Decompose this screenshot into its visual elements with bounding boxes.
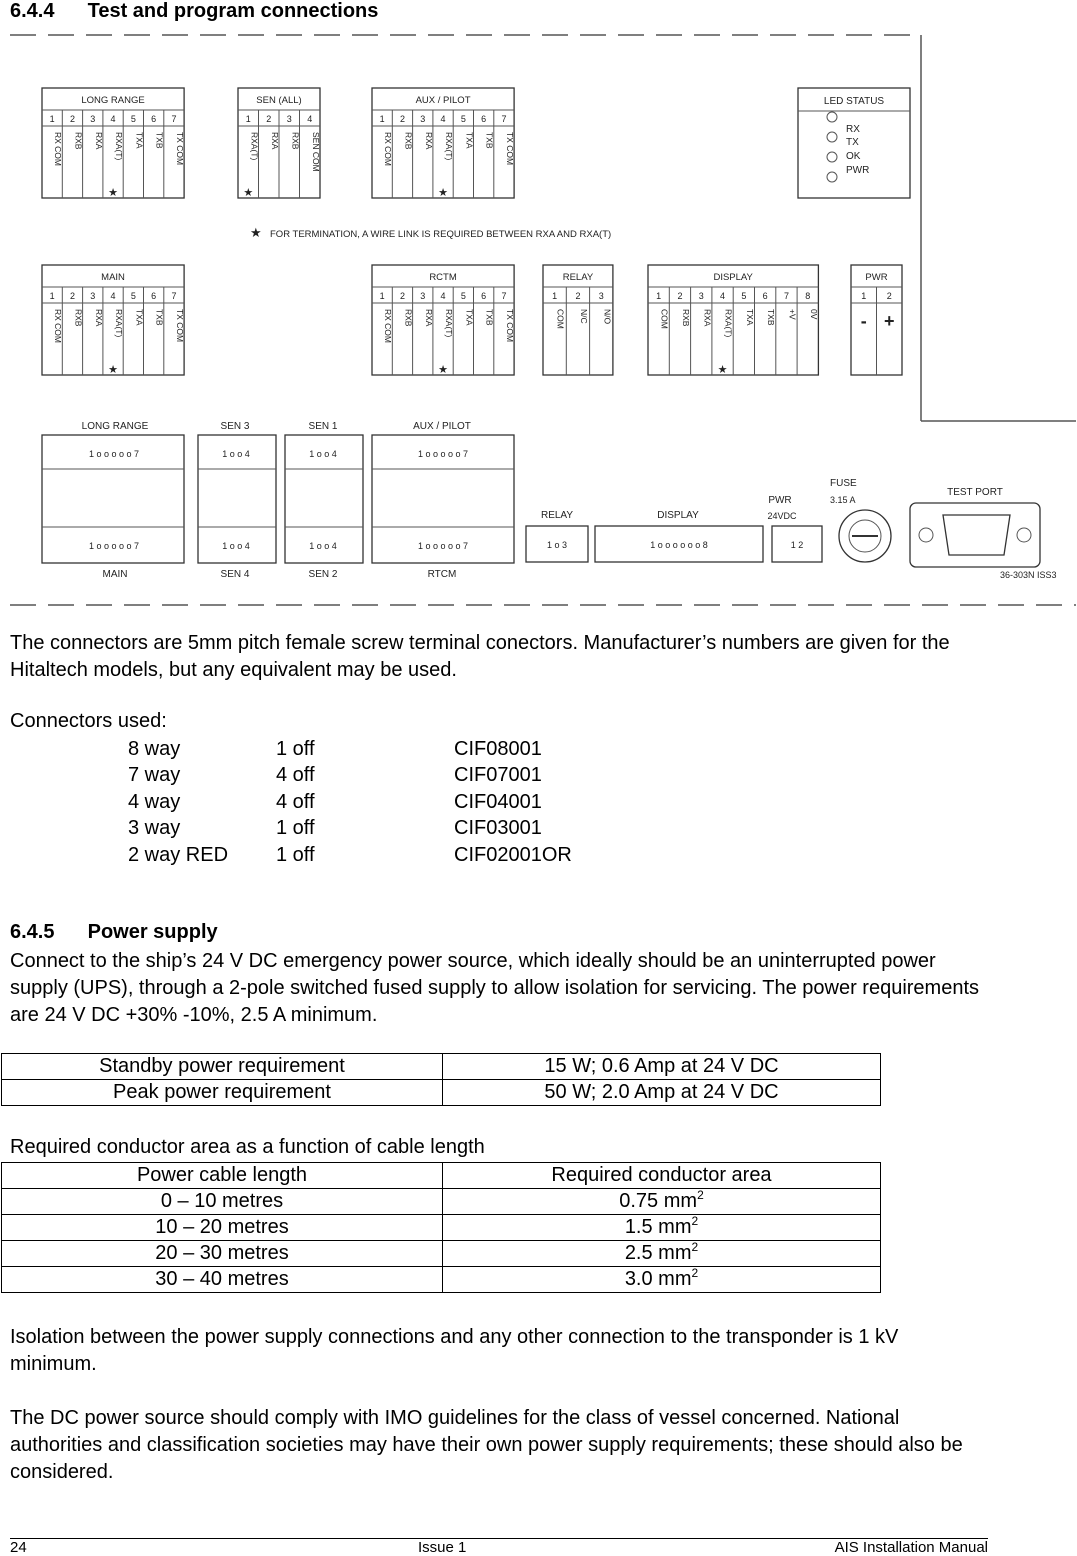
pin-row: 1 o o 4: [309, 449, 337, 459]
section-title: Test and program connections: [87, 0, 379, 22]
termination-star-icon: ★: [243, 187, 254, 199]
termination-star-icon: ★: [717, 364, 728, 376]
pin-number: 2: [69, 114, 75, 124]
pin-number: 6: [151, 114, 157, 124]
pin-label: RXA(T): [444, 309, 455, 338]
table-cell: [443, 1189, 881, 1215]
table-cell: [443, 1241, 881, 1267]
pin-label: RXA(T): [249, 132, 260, 161]
connector-qty: 4 off: [276, 764, 315, 786]
pin-number: 1: [245, 114, 251, 124]
test-port-label: TEST PORT: [947, 487, 1003, 498]
pin-label: TXB: [154, 309, 165, 326]
pin-label: N/O: [602, 309, 613, 325]
pin-row: 1 o o o o o 7: [417, 541, 469, 551]
connector-part: CIF07001: [454, 764, 542, 786]
pin-number: 1: [552, 291, 558, 301]
connector-part: CIF02001OR: [454, 844, 572, 866]
block-title: SEN (ALL): [256, 95, 302, 106]
pin-number: 1: [379, 114, 385, 124]
table-cell: Peak power requirement: [2, 1080, 443, 1106]
pin-number: 1: [379, 291, 385, 301]
fuse-rating: 3.15 A: [830, 495, 856, 505]
pin-number: 2: [886, 291, 892, 301]
block-title: LONG RANGE: [81, 95, 145, 106]
page-number: 24: [10, 1539, 27, 1556]
terminal-label-main: MAIN: [102, 569, 128, 580]
pin-number: 3: [90, 291, 96, 301]
led-status-title: LED STATUS: [823, 96, 885, 107]
pin-label: TXB: [484, 132, 495, 149]
pin-label: RXB: [73, 309, 84, 327]
section-title: Power supply: [87, 921, 218, 943]
pin-label: RXA(T): [723, 309, 734, 338]
pin-number: 4: [440, 291, 446, 301]
connector-type: 3 way: [128, 817, 181, 839]
table-row: [2, 1215, 881, 1241]
pin-number: 1: [49, 291, 55, 301]
led-indicator: [827, 112, 837, 122]
termination-star-icon: ★: [108, 187, 118, 199]
pin-label: COM: [555, 309, 566, 329]
drawing-number: 36-303N ISS3: [1000, 570, 1057, 580]
pin-row: 1 o o 4: [222, 449, 250, 459]
dc-source-paragraph: The DC power source should comply with IMO guidelines for the class of vessel concerned. National authorities and classification societies may have their own power supply requirements; these should also be considered.: [10, 1407, 963, 1483]
connector-part: CIF03001: [454, 817, 542, 839]
pin-number: 6: [762, 291, 768, 301]
pin-row: 1 o o o o o 7: [88, 449, 140, 459]
connector-qty: 1 off: [276, 817, 315, 839]
pin-row: 1 o o o o o 7: [88, 541, 140, 551]
connector-type: 8 way: [128, 738, 181, 760]
terminal-strips: [42, 421, 1057, 580]
table-row: [2, 1241, 881, 1267]
terminal-label-sen1: SEN 1: [308, 421, 338, 432]
terminal-label-aux: AUX / PILOT: [413, 421, 471, 432]
pin-number: 7: [171, 291, 177, 301]
pin-row: 1 2: [790, 540, 804, 550]
pin-label: TX COM: [174, 132, 185, 166]
terminal-label-pwr: PWR: [768, 495, 792, 506]
pin-label: +: [883, 311, 895, 331]
table-cell: 0 – 10 metres: [2, 1189, 443, 1215]
pin-label: RXB: [403, 309, 414, 327]
fuse-label: FUSE: [830, 478, 857, 489]
table-header-row: [2, 1163, 881, 1189]
pin-label: COM: [659, 309, 670, 329]
pin-label: SEN COM: [310, 132, 321, 172]
terminal-label-sen4: SEN 4: [220, 569, 250, 580]
superscript: 2: [691, 1240, 699, 1254]
pin-number: 8: [805, 291, 811, 301]
terminal-label-sen3: SEN 3: [220, 421, 250, 432]
superscript: 2: [691, 1214, 699, 1228]
table-cell: 15 W; 0.6 Amp at 24 V DC: [443, 1054, 881, 1080]
table-cell: 10 – 20 metres: [2, 1215, 443, 1241]
led-label-rx: RX: [846, 124, 860, 135]
led-status-panel: [798, 88, 910, 198]
area-value: 0.75 mm: [619, 1190, 698, 1212]
table-cell: [443, 1215, 881, 1241]
conductor-caption: Required conductor area as a function of cable length: [10, 1136, 485, 1158]
pin-number: 3: [420, 291, 426, 301]
led-label-pwr: PWR: [846, 165, 870, 176]
pin-number: 3: [598, 291, 604, 301]
connector-qty: 1 off: [276, 738, 315, 760]
termination-star-icon: ★: [438, 364, 448, 376]
db9-shell-icon: [943, 515, 1010, 555]
pin-number: 5: [130, 114, 136, 124]
pin-label: TX COM: [504, 309, 515, 343]
table-row: [2, 1080, 881, 1106]
pin-row: 1 o o 4: [222, 541, 250, 551]
led-label-tx: TX: [846, 137, 859, 148]
connector-part: CIF04001: [454, 791, 542, 813]
pin-label: RXB: [680, 309, 691, 327]
note-star: ★: [250, 225, 262, 240]
pin-number: 3: [286, 114, 292, 124]
pin-label: TXA: [744, 309, 755, 326]
pin-number: 7: [501, 114, 507, 124]
led-indicator: [827, 152, 837, 162]
terminal-label-display: DISPLAY: [657, 510, 699, 521]
pin-label: TX COM: [504, 132, 515, 166]
connection-diagram: [10, 33, 1076, 608]
pin-number: 6: [151, 291, 157, 301]
pin-label: RXB: [290, 132, 301, 150]
block-title: AUX / PILOT: [415, 95, 471, 106]
connector-type: 4 way: [128, 791, 181, 813]
power-paragraph: Connect to the ship’s 24 V DC emergency power source, which ideally should be an uninterrupted power supply (UPS), through a 2-pole switched fused supply to allow isolation for servicing. The power requirements are 24 V DC +30% -10%, 2.5 A minimum.: [10, 950, 980, 1026]
pin-number: 1: [656, 291, 662, 301]
terminal-label-long-range: LONG RANGE: [81, 421, 149, 432]
pin-label: RX COM: [383, 132, 394, 166]
manual-title: AIS Installation Manual: [834, 1539, 988, 1556]
page-footer: [10, 1538, 988, 1556]
block-title: DISPLAY: [713, 272, 753, 283]
pin-number: 3: [90, 114, 96, 124]
pin-label: RXB: [403, 132, 414, 150]
pin-number: 5: [741, 291, 747, 301]
table-cell: [443, 1267, 881, 1293]
pin-label: TXA: [464, 309, 475, 326]
pin-label: RXB: [73, 132, 84, 150]
section-number: 6.4.5: [10, 921, 55, 943]
pin-number: 5: [130, 291, 136, 301]
connector-part: CIF08001: [454, 738, 542, 760]
table-header: Power cable length: [2, 1163, 443, 1189]
pin-label: -: [860, 311, 867, 331]
table-row: [2, 1189, 881, 1215]
test-port-connector: [910, 503, 1040, 567]
screw-icon: [1017, 528, 1031, 542]
table-cell: 20 – 30 metres: [2, 1241, 443, 1267]
pin-label: RXA(T): [114, 132, 125, 161]
pin-row: 1 o o 4: [309, 541, 337, 551]
pin-number: 2: [69, 291, 75, 301]
pin-label: RXA: [269, 132, 280, 150]
pin-number: 7: [783, 291, 789, 301]
pin-label: RX COM: [383, 309, 394, 343]
pin-number: 7: [501, 291, 507, 301]
pin-number: 6: [481, 291, 487, 301]
intro-paragraph: The connectors are 5mm pitch female screw terminal conectors. Manufacturer’s numbers are given for the Hitaltech models, but any equivalent may be used.: [10, 632, 950, 681]
power-requirements-table: [1, 1053, 881, 1106]
termination-note: FOR TERMINATION, A WIRE LINK IS REQUIRED BETWEEN RXA AND RXA(T): [270, 229, 612, 240]
block-title: RELAY: [562, 272, 594, 283]
pin-number: 6: [481, 114, 487, 124]
pin-number: 4: [307, 114, 313, 124]
pin-label: RX COM: [53, 309, 64, 343]
pin-label: +V: [787, 309, 798, 320]
area-value: 3.0 mm: [624, 1268, 692, 1290]
pin-row: 1 o o o o o o 8: [650, 540, 708, 550]
led-label-ok: OK: [846, 151, 861, 162]
pin-row: 1 o 3: [546, 540, 568, 550]
block-title: MAIN: [101, 272, 125, 283]
pin-row: 1 o o o o o 7: [417, 449, 469, 459]
pin-number: 2: [677, 291, 683, 301]
pin-label: TXB: [154, 132, 165, 149]
pin-label: TXA: [134, 132, 145, 149]
connector-type: 2 way RED: [128, 844, 229, 866]
pin-number: 2: [399, 291, 405, 301]
pin-number: 4: [720, 291, 726, 301]
connector-qty: 4 off: [276, 791, 315, 813]
pin-label: N/C: [578, 309, 589, 324]
table-row: [2, 1267, 881, 1293]
pin-number: 5: [460, 114, 466, 124]
conductor-table: [1, 1162, 881, 1293]
connector-qty: 1 off: [276, 844, 315, 866]
table-cell: 30 – 40 metres: [2, 1267, 443, 1293]
pin-label: RXA: [93, 309, 104, 327]
pin-label: RXA: [423, 132, 434, 150]
connectors-used-label: Connectors used:: [10, 710, 167, 732]
block-title: PWR: [865, 272, 888, 283]
pin-number: 4: [110, 114, 116, 124]
pin-number: 1: [49, 114, 55, 124]
termination-star-icon: ★: [108, 364, 118, 376]
section-number: 6.4.4: [10, 0, 55, 22]
pin-label: 0V: [808, 309, 819, 320]
pin-label: TX COM: [174, 309, 185, 343]
pin-number: 7: [171, 114, 177, 124]
terminal-label-24vdc: 24VDC: [767, 511, 797, 521]
section-645-heading: [10, 921, 218, 944]
pin-label: RX COM: [53, 132, 64, 166]
superscript: 2: [691, 1266, 699, 1280]
table-cell: Standby power requirement: [2, 1054, 443, 1080]
pin-label: RXA: [702, 309, 713, 327]
pin-label: RXA(T): [114, 309, 125, 338]
section-644-heading: [10, 0, 378, 23]
pin-label: RXA(T): [444, 132, 455, 161]
pin-label: TXA: [464, 132, 475, 149]
pin-number: 4: [440, 114, 446, 124]
table-row: [2, 1054, 881, 1080]
table-cell: 50 W; 2.0 Amp at 24 V DC: [443, 1080, 881, 1106]
pin-number: 2: [266, 114, 272, 124]
table-header: Required conductor area: [443, 1163, 881, 1189]
area-value: 1.5 mm: [624, 1216, 692, 1238]
pin-label: TXB: [766, 309, 777, 326]
led-indicator: [827, 172, 837, 182]
issue-label: Issue 1: [418, 1539, 467, 1556]
connector-type: 7 way: [128, 764, 181, 786]
block-title: RCTM: [429, 272, 457, 283]
termination-star-icon: ★: [438, 187, 448, 199]
isolation-paragraph: Isolation between the power supply connections and any other connection to the transponder is 1 kV minimum.: [10, 1326, 899, 1375]
pin-number: 1: [861, 291, 867, 301]
terminal-label-sen2: SEN 2: [308, 569, 338, 580]
led-indicator: [827, 132, 837, 142]
screw-icon: [919, 528, 933, 542]
terminal-label-rtcm: RTCM: [427, 569, 457, 580]
pin-number: 3: [698, 291, 704, 301]
pin-number: 2: [575, 291, 581, 301]
pin-label: RXA: [423, 309, 434, 327]
pin-label: TXA: [134, 309, 145, 326]
pin-number: 4: [110, 291, 116, 301]
superscript: 2: [697, 1188, 704, 1202]
terminal-label-relay: RELAY: [540, 510, 574, 521]
area-value: 2.5 mm: [624, 1242, 692, 1264]
pin-label: RXA: [93, 132, 104, 150]
pin-number: 2: [399, 114, 405, 124]
pin-number: 3: [420, 114, 426, 124]
pin-label: TXB: [484, 309, 495, 326]
pin-number: 5: [460, 291, 466, 301]
